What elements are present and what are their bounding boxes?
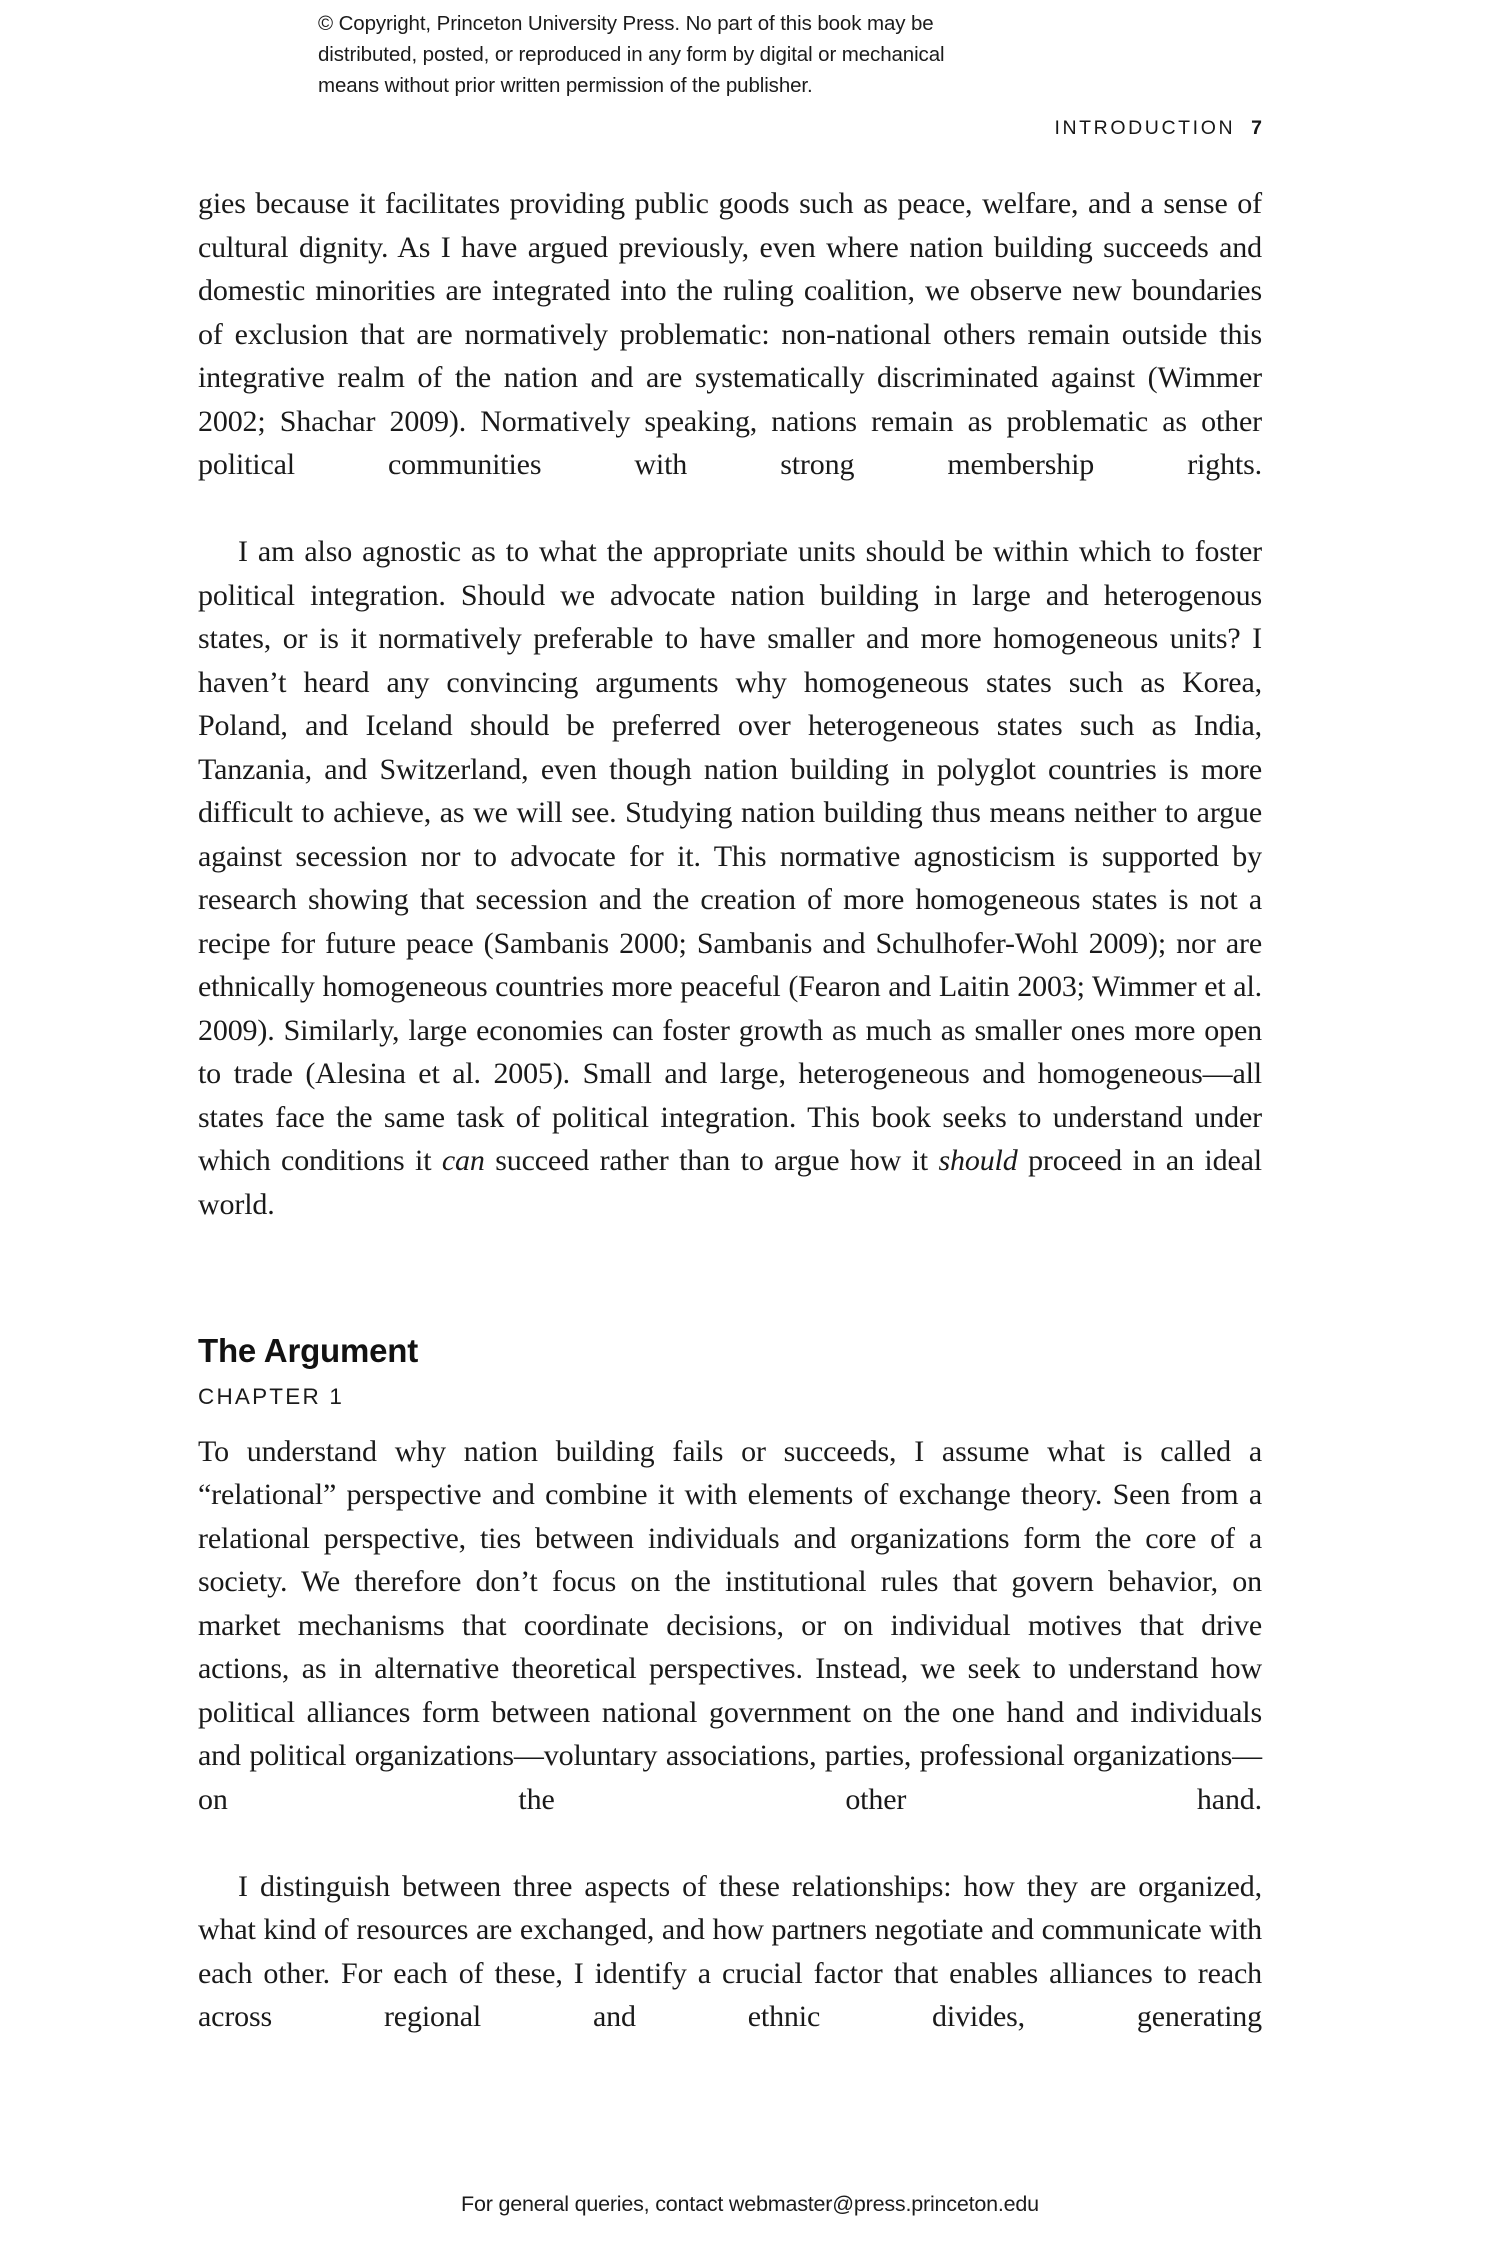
- spacer-below-heading: [198, 1370, 1262, 1384]
- emphasis-should: should: [938, 1144, 1018, 1177]
- running-head: [1054, 117, 1262, 140]
- spacer-below-chapter-label: [198, 1410, 1262, 1430]
- paragraph-text-part-b: succeed rather than to argue how it: [484, 1144, 939, 1177]
- chapter-label: CHAPTER 1: [198, 1383, 345, 1409]
- paragraph-text-part-a: I am also agnostic as to what the appropriate units should be within which to foster political integration. Should we advocate nation building in large and heterogenous states, or is it normatively preferable to have smaller and more homogeneous units? I haven’t heard any convincing arguments why homogeneous states such as Korea, Poland, and Iceland should be preferred over heterogeneous states such as India, Tanzania, and Switzerland, even though nation building in polyglot countries is more difficult to achieve, as we will see. Studying nation building thus means neither to argue against secession nor to advocate for it. This normative agnosticism is supported by research showing that secession and the creation of more homogeneous states is not a recipe for future peace (Sambanis 2000; Sambanis and Schulhofer-Wohl 2009); nor are ethnically homogeneous countries more peaceful (Fearon and Laitin 2003; Wimmer et al. 2009). Similarly, large economies can foster growth as much as smaller ones more open to trade (Alesina et al. 2005). Small and large, heterogeneous and homogeneous—all states face the same task of political integration. This book seeks to understand under which conditions it: [198, 535, 1262, 1177]
- emphasis-can: can: [441, 1144, 485, 1177]
- paragraph-text-part-c: proceed in an ideal world.: [198, 1144, 1262, 1221]
- paragraph-relational-perspective: To understand why nation building fails or succeeds, I assume what is called a “relational” perspective and combine it with elements of exchange theory. Seen from a relational perspective, ties between individuals and organizations form the core of a society. We therefore don’t focus on the institutional rules that govern behavior, on market mechanisms that coordinate decisions, or on individual motives that drive actions, as in alternative theoretical perspectives. Instead, we seek to understand how political alliances form between national government on the one hand and individuals and political organizations—voluntary associations, parties, professional organizations—on the other hand.: [198, 1434, 1262, 1816]
- running-head-title: INTRODUCTION: [1054, 117, 1236, 139]
- paragraph-agnostic-units: [198, 530, 1262, 1270]
- paragraph-continuation: gies because it facilitates providing public goods such as peace, welfare, and a sense of cultural dignity. As I have argued previously, even where nation building succeeds and domestic minorities are integrated into the ruling coalition, we observe new boundaries of exclusion that are normatively problematic: non-national others remain outside this integrative realm of the nation and are systematically discriminated against (Wimmer 2002; Shachar 2009). Normatively speaking, nations remain as problematic as other political communities with strong membership rights.: [198, 187, 1262, 481]
- page-footer: For general queries, contact webmaster@press.princeton.edu: [461, 2192, 1039, 2216]
- copyright-notice: [318, 8, 978, 101]
- text-column: [198, 182, 1262, 2082]
- section-heading: The Argument: [198, 1331, 419, 1369]
- spacer-above-heading: [198, 1270, 1262, 1332]
- page-number: 7: [1251, 117, 1262, 139]
- copyright-line-3: means without prior written permission of the publisher.: [318, 74, 813, 97]
- copyright-line-2: distributed, posted, or reproduced in any form by digital or mechanical: [318, 43, 945, 66]
- copyright-line-1: © Copyright, Princeton University Press. No part of this book may be: [318, 12, 934, 35]
- paragraph-three-aspects: I distinguish between three aspects of these relationships: how they are organized, what kind of resources are exchanged, and how partners negotiate and communicate with each other. For each of these, I identify a crucial factor that enables alliances to reach across regional and ethnic divides, generating: [198, 1869, 1262, 2033]
